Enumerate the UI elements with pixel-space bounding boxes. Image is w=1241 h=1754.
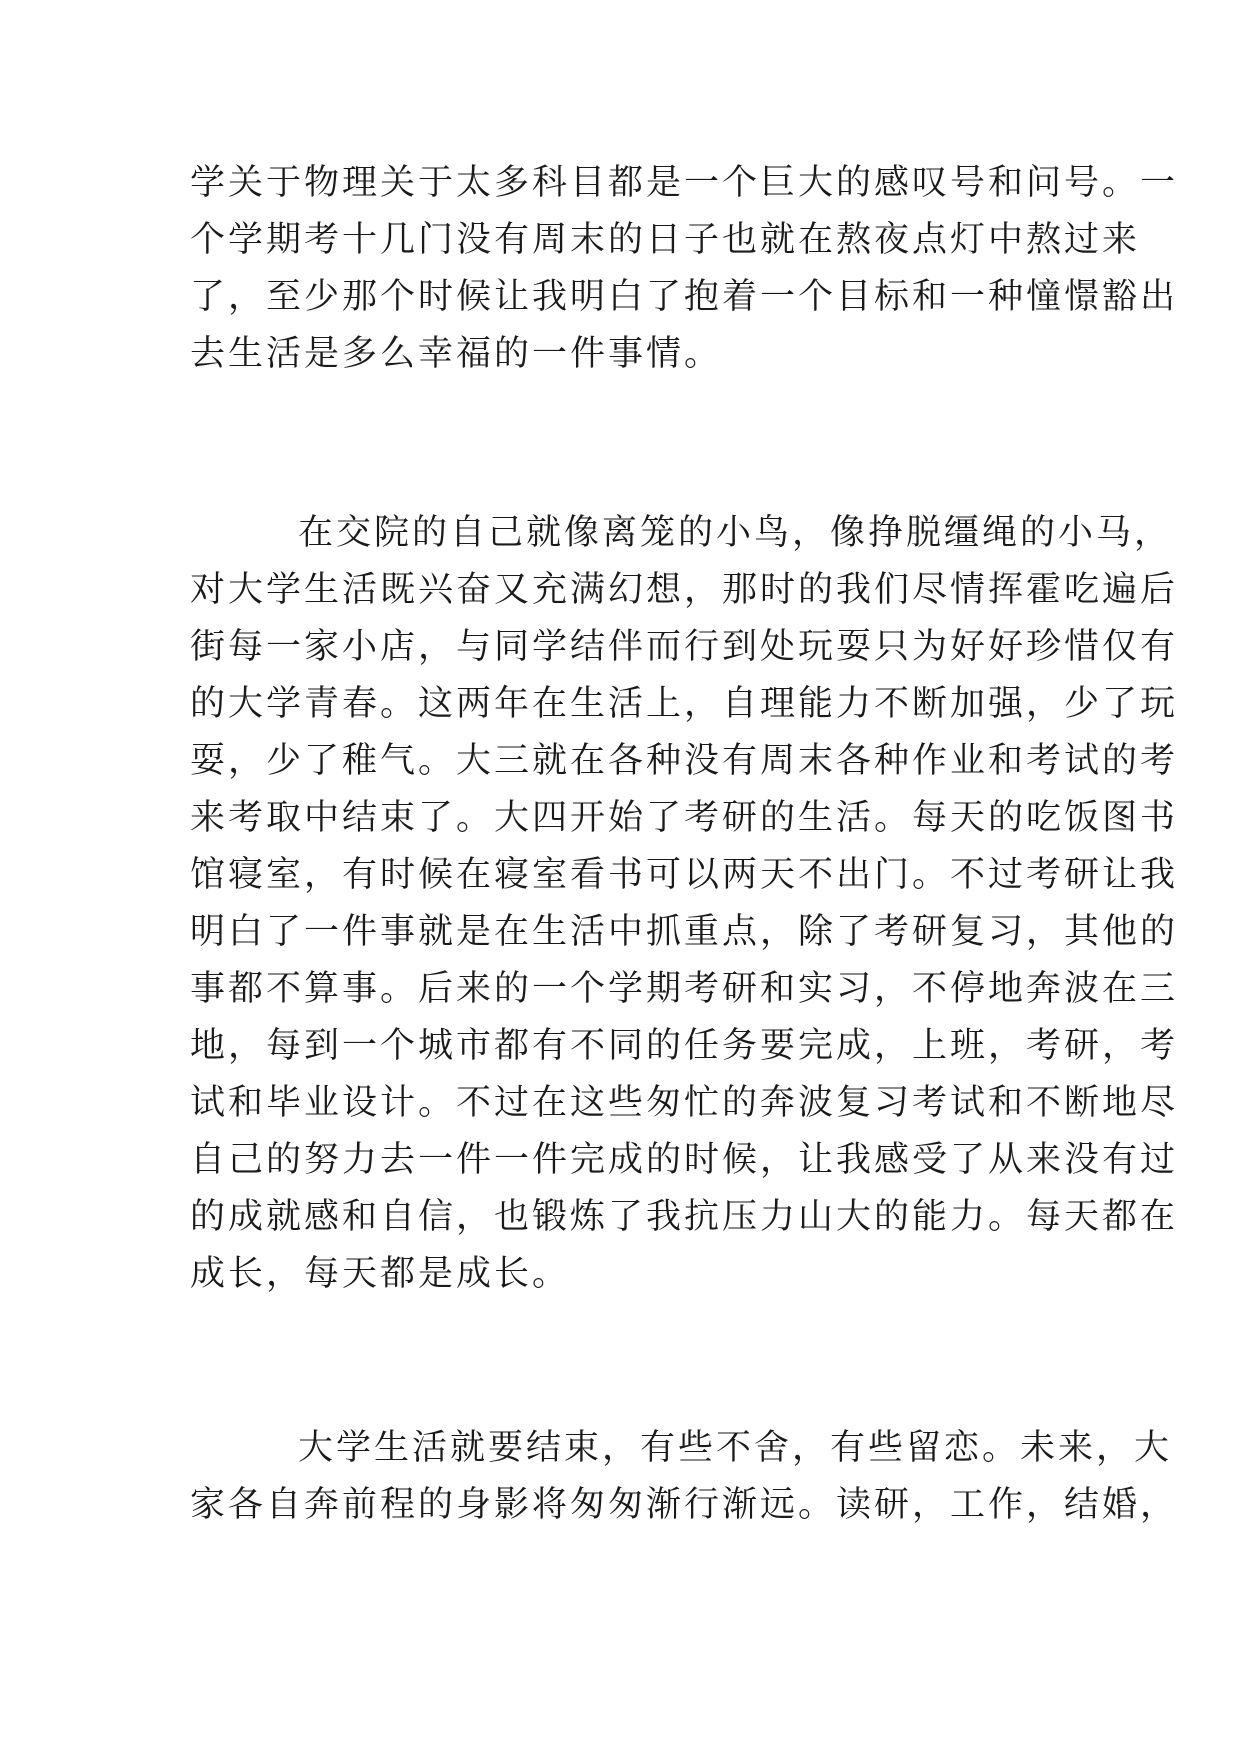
text-line: 地，每到一个城市都有不同的任务要完成，上班，考研，考 (190, 1026, 1179, 1066)
text-line: 对大学生活既兴奋又充满幻想，那时的我们尽情挥霍吃遍后 (190, 570, 1179, 610)
text-line: 自己的努力去一件一件完成的时候，让我感受了从来没有过 (190, 1140, 1179, 1180)
text-line: 耍，少了稚气。大三就在各种没有周末各种作业和考试的考 (190, 741, 1179, 781)
text-line: 事都不算事。后来的一个学期考研和实习，不停地奔波在三 (190, 969, 1179, 1009)
text-line: 了，至少那个时候让我明白了抱着一个目标和一种憧憬豁出 (190, 277, 1179, 317)
text-line: 去生活是多么幸福的一件事情。 (190, 334, 723, 374)
text-line: 家各自奔前程的身影将匆匆渐行渐远。读研，工作，结婚， (190, 1485, 1179, 1525)
text-line: 街每一家小店，与同学结伴而行到处玩耍只为好好珍惜仅有 (190, 627, 1179, 667)
text-line: 来考取中结束了。大四开始了考研的生活。每天的吃饭图书 (190, 798, 1179, 838)
text-line: 明白了一件事就是在生活中抓重点，除了考研复习，其他的 (190, 912, 1179, 952)
text-line: 在交院的自己就像离笼的小鸟，像挣脱缰绳的小马， (298, 513, 1173, 553)
text-line: 的成就感和自信，也锻炼了我抗压力山大的能力。每天都在 (190, 1197, 1179, 1237)
text-line: 个学期考十几门没有周末的日子也就在熬夜点灯中熬过来 (190, 220, 1141, 260)
text-line: 馆寝室，有时候在寝室看书可以两天不出门。不过考研让我 (190, 855, 1179, 895)
text-line: 成长，每天都是成长。 (190, 1254, 571, 1294)
text-line: 学关于物理关于太多科目都是一个巨大的感叹号和问号。一 (190, 163, 1179, 203)
paragraph-1 (190, 155, 1179, 383)
paragraph-3 (190, 1420, 1179, 1534)
text-line: 的大学青春。这两年在生活上，自理能力不断加强，少了玩 (190, 684, 1179, 724)
text-line: 大学生活就要结束，有些不舍，有些留恋。未来，大 (298, 1428, 1173, 1468)
paragraph-2 (190, 505, 1179, 1303)
text-line: 试和毕业设计。不过在这些匆忙的奔波复习考试和不断地尽 (190, 1083, 1179, 1123)
